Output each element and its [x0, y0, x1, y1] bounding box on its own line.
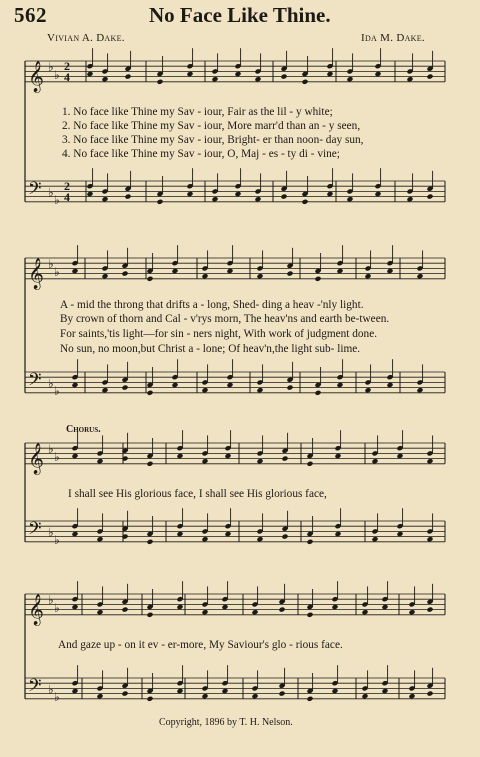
system-4-treble-note [122, 607, 129, 613]
system-3-treble-note [72, 453, 79, 459]
system-4-bass-note [72, 688, 79, 694]
system-2-treble-note [202, 273, 209, 279]
system-2-bass-note [287, 385, 294, 391]
copyright-notice: Copyright, 1896 by T. H. Nelson. [159, 717, 293, 728]
verse-2-line-1: 2. No face like Thine my Sav - iour, More marr'd than an - y seen, [62, 120, 361, 132]
system-2-treble-note [287, 271, 294, 277]
system-1-bass-note [255, 196, 262, 202]
system-2-bass-note [387, 382, 394, 388]
verse-2-line-2: By crown of thorn and Cal - v'rys morn, The heav'ns and earth be-tween. [60, 313, 390, 325]
system-3-treble-note [147, 461, 154, 467]
system-1-bass-time-bottom: 4 [64, 190, 70, 204]
system-2-treble-note [102, 273, 109, 279]
system-4-bass-note [362, 693, 369, 699]
system-4-bass-note [409, 693, 416, 699]
system-2-treble-note [72, 268, 79, 274]
system-1-treble-note [302, 79, 309, 85]
system-1-bass-time-top: 2 [64, 179, 70, 193]
verse-3-line-2: For saints,'tis light—for sin - ners night, With work of judgment done. [60, 328, 378, 340]
system-2-bass-note [72, 382, 79, 388]
system-4-bass-note [252, 693, 259, 699]
system-2-treble-note [172, 268, 179, 274]
system-4-bass-flat: ♭ [48, 682, 54, 697]
system-3-treble-clef: 𝄞 [28, 442, 44, 474]
verse-1-line-2: A - mid the throng that drifts a - long, Shed- ding a heav -'nly light. [60, 299, 364, 311]
system-2-treble-flat: ♭ [48, 257, 54, 272]
system-3-bass-note [177, 531, 184, 537]
system-2-bass-flat: ♭ [54, 384, 60, 399]
system-4-bass-note [177, 688, 184, 694]
system-2-bass-note [337, 382, 344, 388]
system-2-bass-note [365, 387, 372, 393]
system-1-treble-note [255, 76, 262, 82]
system-1-treble-note [157, 79, 164, 85]
system-2-bass-note [122, 385, 129, 391]
system-1-treble-time-top: 2 [64, 59, 70, 73]
system-1-bass-note [327, 191, 334, 197]
system-2-treble-note [147, 276, 154, 282]
system-4-treble-note [409, 609, 416, 615]
system-3-treble-note [307, 461, 314, 467]
system-4-treble-note [202, 609, 209, 615]
verse-4-line-2: No sun, no moon,but Christ a - lone; Of heav'n,the light sub- lime. [60, 343, 361, 355]
system-2-treble-note [387, 268, 394, 274]
system-2-treble-flat: ♭ [54, 265, 60, 280]
system-1-treble-note [125, 74, 132, 80]
system-1-bass-note [281, 194, 288, 200]
chorus-line-1: I shall see His glorious face, I shall see His glorious face, [68, 488, 327, 500]
system-1-bass-note [212, 196, 219, 202]
system-1-treble-note [187, 71, 194, 77]
system-1-treble-time-bottom: 4 [64, 70, 70, 84]
system-2-treble-note [337, 268, 344, 274]
hymn-number: 562 [14, 3, 47, 27]
system-1-bass-note [157, 199, 164, 205]
system-1-bass-note [375, 191, 382, 197]
system-2-treble-note [417, 273, 424, 279]
system-2-treble-note [122, 271, 129, 277]
system-2-bass-note [257, 387, 264, 393]
system-1-treble-clef: 𝄞 [28, 60, 44, 92]
system-2-bass-note [227, 382, 234, 388]
system-1-treble-note [87, 71, 94, 77]
system-4-treble-flat: ♭ [54, 601, 60, 616]
system-1-bass-note [347, 196, 354, 202]
system-2-treble-note [365, 273, 372, 279]
system-4-treble-note [279, 607, 286, 613]
system-3-bass-note [202, 536, 209, 542]
system-3-bass-note [147, 539, 154, 545]
system-4-treble-note [177, 604, 184, 610]
system-3-bass-note [307, 539, 314, 545]
system-2-bass-note [147, 390, 154, 396]
system-1-treble-note [235, 71, 242, 77]
system-4-treble-note [362, 609, 369, 615]
system-3-treble-note [372, 458, 379, 464]
system-3-treble-note [282, 456, 289, 462]
system-4-treble-note [382, 604, 389, 610]
system-1-treble-flat: ♭ [54, 68, 60, 83]
system-4-treble-note [307, 612, 314, 618]
system-3-treble-note [397, 453, 404, 459]
system-1-bass-note [87, 191, 94, 197]
system-3-bass-note [372, 536, 379, 542]
composer-credit: Vivian A. Dake. [47, 32, 125, 44]
author-credit: Ida M. Dake. [361, 32, 425, 44]
system-2-treble-note [315, 276, 322, 282]
system-4-bass-note [122, 691, 129, 697]
system-1-treble-note [281, 74, 288, 80]
system-1-bass-flat: ♭ [54, 193, 60, 208]
system-3-bass-flat: ♭ [54, 533, 60, 548]
system-1-bass-note [235, 191, 242, 197]
system-4-bass-flat: ♭ [54, 690, 60, 705]
system-3-bass-note [225, 531, 232, 537]
system-4-bass-note [332, 688, 339, 694]
system-1-treble-note [327, 71, 334, 77]
system-3-bass-note [282, 534, 289, 540]
system-4-bass-note [382, 688, 389, 694]
system-1-bass-note [427, 194, 434, 200]
system-4-bass-note [279, 691, 286, 697]
system-1-treble-note [375, 71, 382, 77]
system-3-treble-note [202, 458, 209, 464]
system-4-treble-note [147, 612, 154, 618]
system-2-treble-note [227, 268, 234, 274]
system-1-bass-note [102, 196, 109, 202]
system-4-bass-note [427, 691, 434, 697]
system-1-treble-note [407, 76, 414, 82]
system-3-treble-note [177, 453, 184, 459]
system-1-treble-note [347, 76, 354, 82]
system-4-treble-note [252, 609, 259, 615]
system-2-bass-note [417, 387, 424, 393]
system-1-bass-note [302, 199, 309, 205]
verse-3-line-1: 3. No face like Thine my Sav - iour, Bright- er than noon- day sun, [62, 134, 364, 146]
system-4-treble-note [72, 604, 79, 610]
system-4-treble-note [427, 607, 434, 613]
system-1-bass-flat: ♭ [48, 185, 54, 200]
system-3-bass-note [257, 536, 264, 542]
verse-4-line-1: 4. No face like Thine my Sav - iour, O, Maj - es - ty di - vine; [62, 148, 340, 160]
system-2-bass-clef: 𝄢 [28, 369, 42, 394]
system-1-bass-note [125, 194, 132, 200]
system-1-treble-note [102, 76, 109, 82]
system-1-treble-note [427, 74, 434, 80]
system-1-bass-clef: 𝄢 [28, 178, 42, 203]
chorus-line-2: And gaze up - on it ev - er-more, My Saviour's glo - rious face. [58, 639, 343, 651]
system-1-treble-flat: ♭ [48, 60, 54, 75]
system-2-bass-note [172, 382, 179, 388]
system-3-bass-note [72, 531, 79, 537]
system-2-bass-note [202, 387, 209, 393]
system-3-treble-flat: ♭ [54, 450, 60, 465]
system-3-bass-note [397, 531, 404, 537]
system-3-treble-note [257, 458, 264, 464]
system-2-treble-note [257, 273, 264, 279]
system-3-treble-note [97, 458, 104, 464]
system-2-bass-note [102, 387, 109, 393]
system-1-treble-note [212, 76, 219, 82]
system-4-treble-note [222, 604, 229, 610]
system-3-bass-note [427, 536, 434, 542]
system-4-bass-clef: 𝄢 [28, 675, 42, 700]
system-4-bass-note [147, 696, 154, 702]
system-4-treble-flat: ♭ [48, 593, 54, 608]
system-3-treble-flat: ♭ [48, 442, 54, 457]
system-3-bass-flat: ♭ [48, 525, 54, 540]
verse-1-line-1: 1. No face like Thine my Sav - iour, Fair as the lil - y white; [62, 106, 333, 118]
system-3-treble-note [335, 453, 342, 459]
system-2-bass-note [315, 390, 322, 396]
system-1-bass-note [407, 196, 414, 202]
system-2-treble-clef: 𝄞 [28, 257, 44, 289]
system-4-treble-clef: 𝄞 [28, 593, 44, 625]
system-3-bass-note [97, 536, 104, 542]
system-4-bass-note [307, 696, 314, 702]
system-4-bass-note [97, 693, 104, 699]
system-3-treble-note [427, 458, 434, 464]
chorus-label: Chorus. [66, 424, 101, 435]
system-1-bass-note [187, 191, 194, 197]
system-3-bass-clef: 𝄢 [28, 518, 42, 543]
system-4-bass-note [222, 688, 229, 694]
system-4-treble-note [332, 604, 339, 610]
system-3-bass-note [335, 531, 342, 537]
system-4-treble-note [97, 609, 104, 615]
hymn-title: No Face Like Thine. [149, 3, 331, 27]
system-3-treble-note [225, 453, 232, 459]
system-4-bass-note [202, 693, 209, 699]
system-2-bass-flat: ♭ [48, 376, 54, 391]
